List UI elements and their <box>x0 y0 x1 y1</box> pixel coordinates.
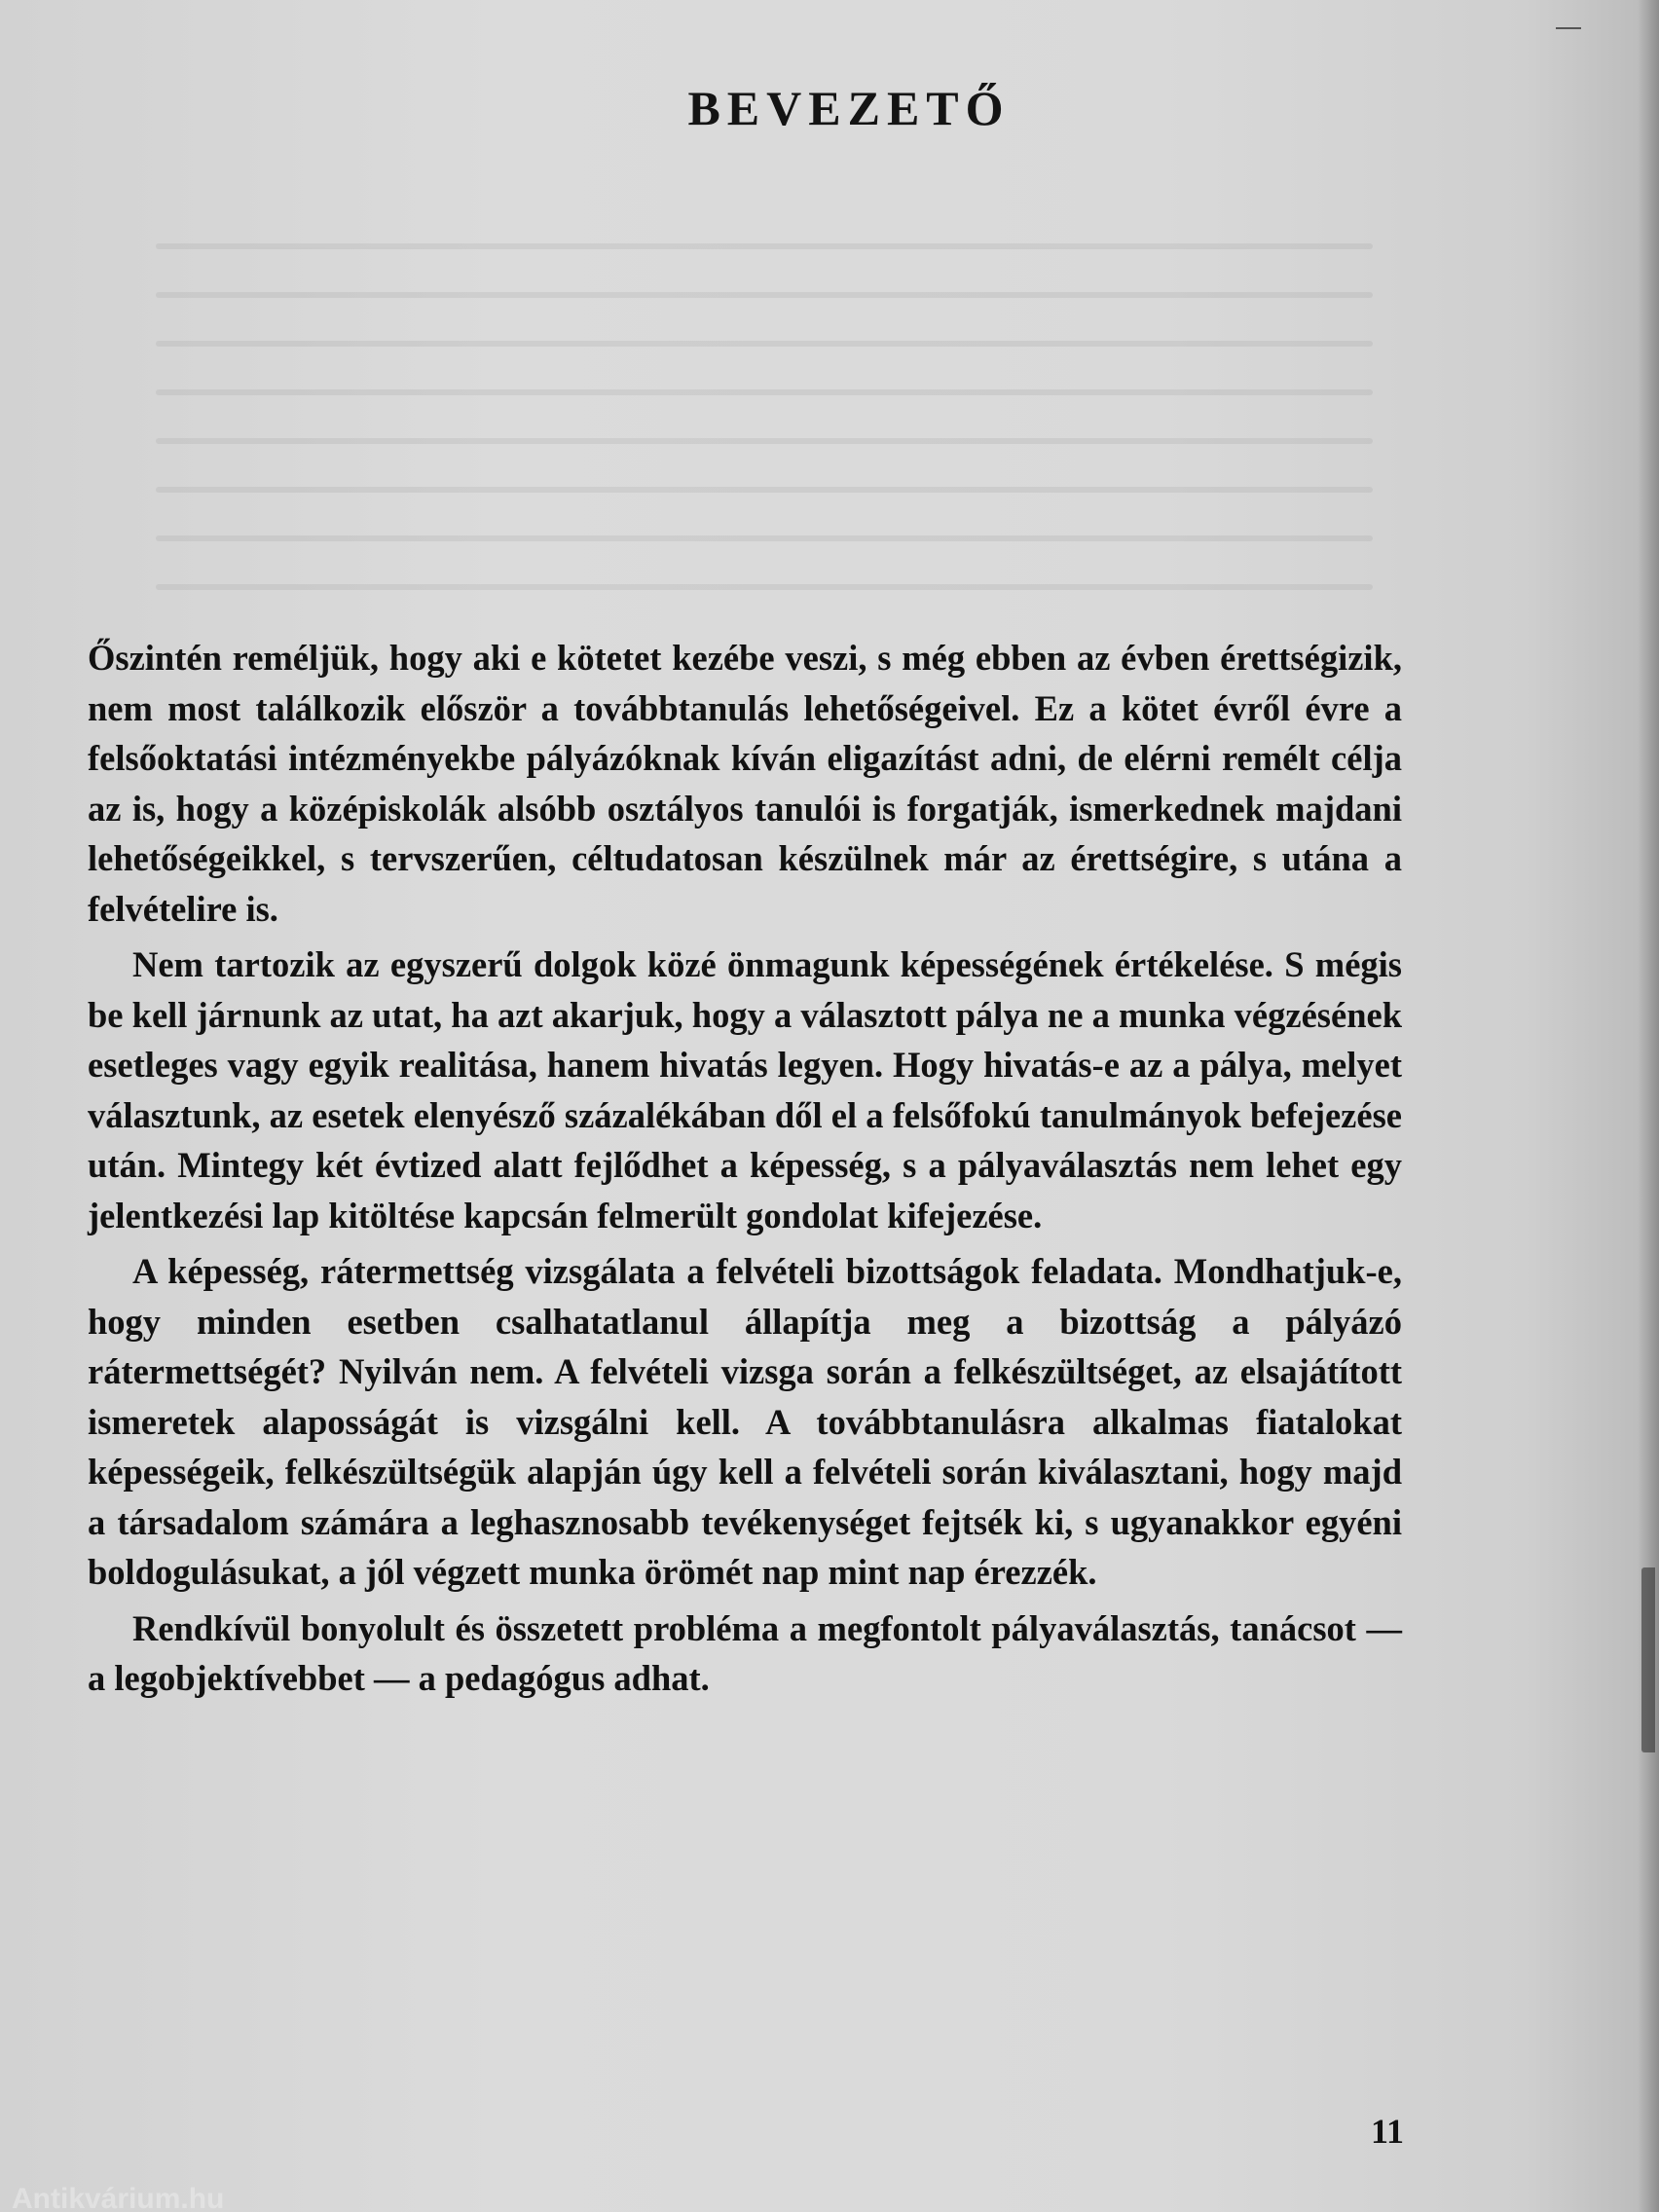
page-title: BEVEZETŐ <box>687 81 1011 135</box>
page-number: 11 <box>1370 2112 1404 2151</box>
paragraph-3: A képesség, rátermettség vizsgálata a felvételi bizottságok feladata. Mondhatjuk-e, hogy minden esetben csalhatatlanul állapítja meg a bizottság a pályázó rátermettségét? Nyilván nem. A felvételi vizsga során a felkészültséget, az elsajátított ismeretek alaposságát is vizsgálni kell. A továbbtanulásra alkalmas fiatalokat képességeik, felkészültségük alapján úgy kell a felvételi során kiválasztani, hogy majd a társadalom számára a leghasznosabb tevékenységet fejtsék ki, s ugyanakkor egyéni boldogulásukat, a jól végzett munka örömét nap mint nap érezzék. <box>88 1251 1402 1592</box>
corner-mark <box>1556 27 1581 29</box>
page-edge-tab <box>1641 1567 1655 1752</box>
watermark-logo: Antikvárium.hu <box>12 2187 225 2212</box>
body-text <box>88 633 1402 1710</box>
page-edge-shadow <box>1638 0 1659 2212</box>
paragraph-2: Nem tartozik az egyszerű dolgok közé önmagunk képességének értékelése. S mégis be kell járnunk az utat, ha azt akarjuk, hogy a választott pálya ne a munka végzésének esetleges vagy egyik realitása, hanem hivatás legyen. Hogy hivatás-e az a pálya, melyet választunk, az esetek elenyésző százalékában dől el a felsőfokú tanulmányok befejezése után. Mintegy két évtized alatt fejlődhet a képesség, s a pályaválasztás nem lehet egy jelentkezési lap kitöltése kapcsán felmerült gondolat kifejezése. <box>88 944 1402 1235</box>
paragraph-1: Őszintén reméljük, hogy aki e kötetet kezébe veszi, s még ebben az évben érettségizik, nem most találkozik először a továbbtanulás lehetőségeivel. Ez a kötet évről évre a felsőoktatási intézményekbe pályázóknak kíván eligazítást adni, de elérni remélt célja az is, hogy a középiskolák alsóbb osztályos tanulói is forgatják, ismerkednek majdani lehetőségeikkel, s tervszerűen, céltudatosan készülnek már az érettségire, s utána a felvételire is. <box>88 638 1402 929</box>
paragraph-4: Rendkívül bonyolult és összetett probléma a megfontolt pályaválasztás, tanácsot — a legobjektívebbet — a pedagógus adhat. <box>88 1607 1402 1698</box>
show-through-text <box>156 243 1373 633</box>
